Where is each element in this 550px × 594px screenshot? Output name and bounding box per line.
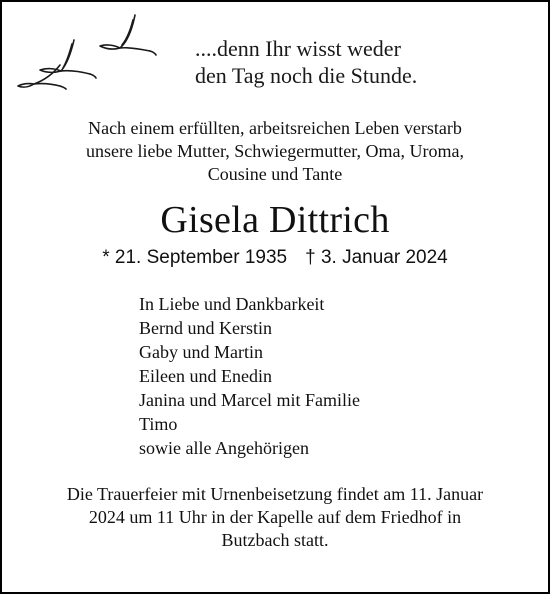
intro-line: Nach einem erfüllten, arbeitsreichen Leben verstarb <box>88 118 462 138</box>
mourner-line: Bernd und Kerstin <box>139 318 272 338</box>
motto-verse <box>195 35 417 89</box>
mourner-line: sowie alle Angehörigen <box>139 438 309 458</box>
flying-birds-icon <box>16 8 166 96</box>
motto-line: den Tag noch die Stunde. <box>195 63 418 88</box>
mourner-line: Timo <box>139 414 178 434</box>
deceased-name: Gisela Dittrich <box>160 199 390 241</box>
motto-line: ....denn Ihr wisst weder <box>195 36 401 61</box>
intro-text <box>2 117 548 186</box>
mourners-list <box>139 292 360 460</box>
intro-line: Cousine und Tante <box>207 164 343 184</box>
life-dates <box>2 246 548 270</box>
death-date: † 3. Januar 2024 <box>305 247 448 268</box>
funeral-details <box>2 483 548 552</box>
intro-line: unsere liebe Mutter, Schwiegermutter, Oma, Uroma, <box>86 141 464 161</box>
mourner-line: Janina und Marcel mit Familie <box>139 390 360 410</box>
funeral-line: Die Trauerfeier mit Urnenbeisetzung findet am 11. Januar <box>66 484 484 504</box>
birth-date: * 21. September 1935 <box>102 247 288 268</box>
mourner-line: Eileen und Enedin <box>139 366 272 386</box>
funeral-line: Butzbach statt. <box>221 530 329 550</box>
mourner-line: In Liebe und Dankbarkeit <box>139 294 325 314</box>
mourner-line: Gaby und Martin <box>139 342 263 362</box>
funeral-line: 2024 um 11 Uhr in der Kapelle auf dem Friedhof in <box>88 507 462 527</box>
